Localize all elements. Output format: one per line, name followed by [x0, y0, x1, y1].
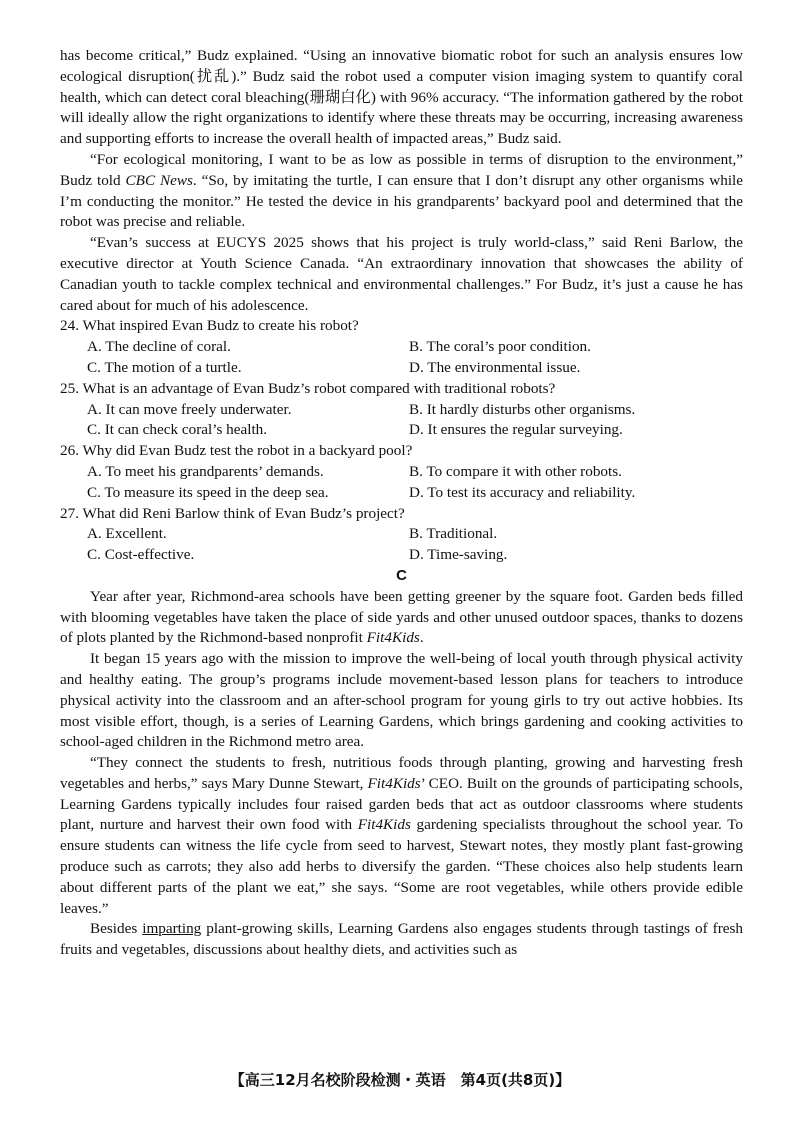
passage-c-paragraph-2: It began 15 years ago with the mission to improve the well-being of local youth through physical activity and healthy eating. The group’s programs include movement-based lesson plans for teachers to introduce physical activity into the classroom and an after-school program for young girls to try out active hobbies. Its most visible effort, though, is a series of Learning Gardens, which brings gardening and cooking activities to school-aged children in the Richmond metro area. [60, 650, 743, 751]
option-b: B. The coral’s poor condition. [409, 338, 591, 356]
page-content [60, 46, 743, 961]
passage-b-paragraph-3: “Evan’s success at EUCYS 2025 shows that his project is truly world-class,” said Reni Barlow, the executive director at Youth Science Canada. “An extraordinary innovation that showcases the ability of Canadian youth to tackle complex technical and environmental challenges.” For Budz, it’s just a cause he has cared about for much of his adolescence. [60, 234, 743, 314]
text-run: ’ CEO. Built on the grounds of participating schools, Learning Gardens typically includes four raised garden beds that act as outdoor classrooms where students plant, nurture and harvest their own food with [60, 774, 743, 834]
option-c: C. The motion of a turtle. [87, 358, 242, 376]
option-a: A. To meet his grandparents’ demands. [87, 462, 324, 480]
text-run: Besides [90, 920, 143, 938]
question-25 [60, 379, 743, 441]
option-d: D. To test its accuracy and reliability. [409, 483, 636, 501]
text-run: Year after year, Richmond-area schools have been getting greener by the square foot. Garden beds filled with blooming vegetables have taken the place of side yards and other unused outdoor spaces, thanks to dozens of plots planted by the Richmond-based nonprofit [60, 587, 743, 647]
passage-c-paragraph-4 [60, 919, 743, 961]
text-run: . “So, by imitating the turtle, I can ensure that I don’t disrupt any other organisms while I’m conducting the monitor.” He tested the device in his grandparents’ backyard pool and determined that the robot was precise and reliable. [60, 171, 744, 231]
text-run: gardening specialists throughout the school year. To ensure students can witness the life cycle from seed to harvest, Stewart notes, they mostly plant fast-growing produce such as carrots; they also add herbs to diversify the garden. “These choices also help students learn about different parts of the plant we eat,” she says. “Some are root vegetables, while others provide edible leaves.” [60, 816, 744, 917]
option-a: A. The decline of coral. [87, 338, 231, 356]
option-d: D. Time-saving. [409, 546, 508, 564]
underlined-word: imparting [142, 920, 202, 938]
question-24 [60, 316, 743, 378]
question-options [60, 337, 743, 379]
question-options [60, 400, 743, 442]
question-stem: 24. What inspired Evan Budz to create his robot? [60, 317, 359, 335]
question-26 [60, 441, 743, 503]
text-run: “They connect the students to fresh, nutritious foods through planting, growing and harvesting fresh vegetables and herbs,” says Mary Dunne Stewart, [60, 754, 743, 792]
option-c: C. To measure its speed in the deep sea. [87, 483, 329, 501]
italic-org-name: Fit4Kids [366, 629, 420, 647]
question-stem: 27. What did Reni Barlow think of Evan Budz’s project? [60, 504, 405, 522]
italic-org-name: Fit4Kids [357, 816, 411, 834]
question-options [60, 462, 743, 504]
text-run: “For ecological monitoring, I want to be as low as possible in terms of disruption to the environment,” Budz told [60, 150, 743, 189]
question-options [60, 524, 743, 566]
option-d: D. It ensures the regular surveying. [409, 421, 623, 439]
option-b: B. It hardly disturbs other organisms. [409, 400, 636, 418]
section-c-heading: C [396, 566, 407, 584]
option-b: B. Traditional. [409, 525, 498, 543]
text-run: plant-growing skills, Learning Gardens also engages students through tastings of fresh fruits and vegetables, discussions about healthy diets, and activities such as [60, 920, 744, 959]
question-stem: 26. Why did Evan Budz test the robot in a backyard pool? [60, 442, 413, 460]
option-d: D. The environmental issue. [409, 358, 581, 376]
page-footer: 【高三12月名校阶段检测・英语 第4页(共8页)】 [229, 1071, 571, 1089]
text-run: . [419, 629, 424, 647]
option-c: C. It can check coral’s health. [87, 421, 268, 439]
question-stem: 25. What is an advantage of Evan Budz’s robot compared with traditional robots? [60, 379, 556, 397]
option-a: A. Excellent. [87, 525, 167, 543]
question-27 [60, 504, 743, 566]
italic-source-name: CBC News [125, 171, 193, 189]
option-a: A. It can move freely underwater. [87, 400, 292, 418]
passage-c-paragraph-1 [60, 587, 743, 649]
option-c: C. Cost-effective. [87, 546, 195, 564]
option-b: B. To compare it with other robots. [409, 462, 622, 480]
passage-b-paragraph-1: has become critical,” Budz explained. “Using an innovative biomatic robot for such an analysis ensures low ecological disruption(扰乱).” Budz said the robot used a computer vision imaging system to quantify coral health, which can detect coral bleaching(珊瑚白化) with 96% accuracy. “The information gathered by the robot will ideally allow the right organizations to identify where these threats may be occurring, increasing awareness and supporting efforts to increase the overall health of impacted areas,” Budz said. [60, 47, 743, 148]
passage-b-paragraph-2 [60, 150, 743, 233]
italic-org-name: Fit4Kids [367, 774, 421, 792]
passage-c-paragraph-3 [60, 753, 743, 919]
